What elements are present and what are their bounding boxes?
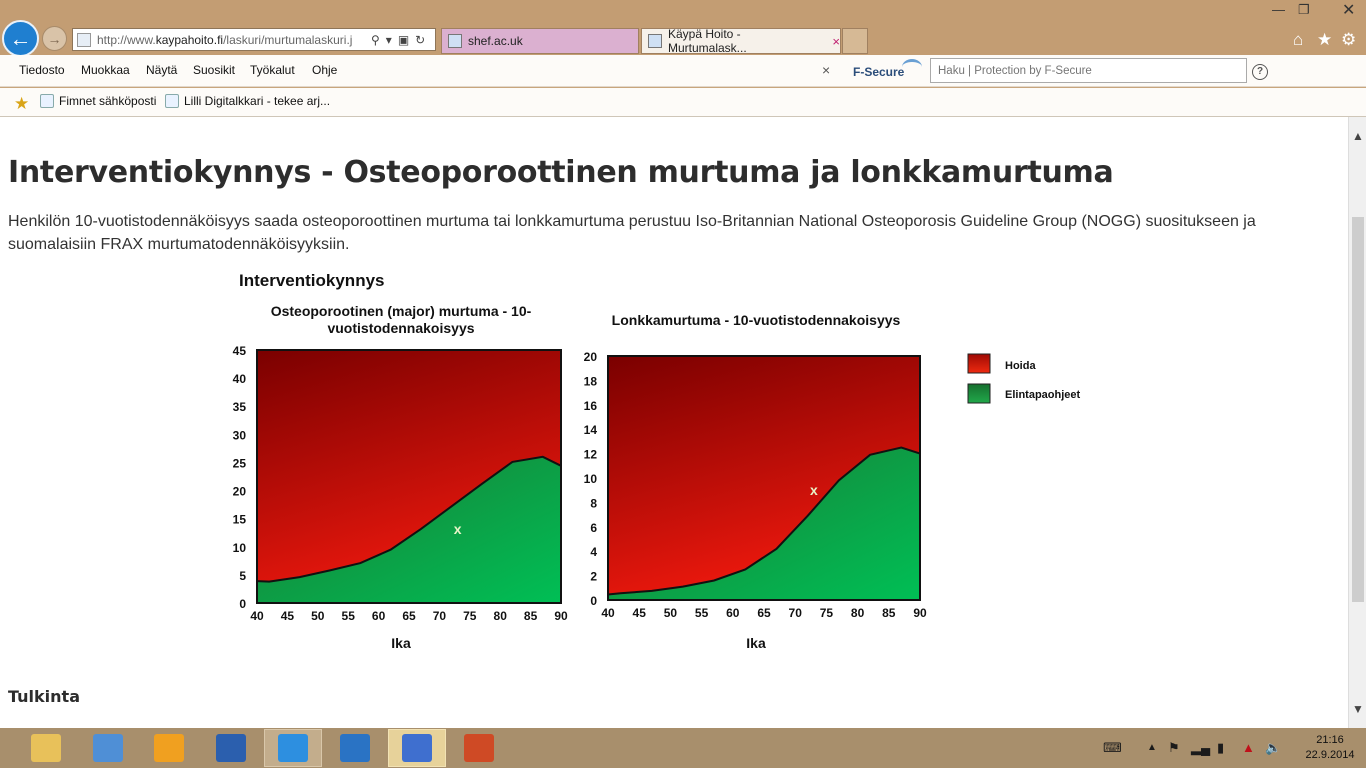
show-hidden-icons-icon[interactable]: ▲ xyxy=(1147,742,1157,753)
x-tick-label: 90 xyxy=(554,609,568,623)
x-tick-label: 85 xyxy=(523,609,538,623)
x-tick-label: 40 xyxy=(250,609,264,623)
menu-bar xyxy=(0,55,1366,87)
chart-title-line: Osteoporootinen (major) murtuma - 10- xyxy=(270,303,532,319)
favorite-link-lilli[interactable] xyxy=(165,94,330,108)
flag-icon[interactable]: ⚑ xyxy=(1168,740,1180,755)
word-icon xyxy=(216,734,246,762)
page-favicon-icon xyxy=(648,34,662,48)
x-axis-label: Ika xyxy=(746,635,766,651)
vertical-scrollbar[interactable] xyxy=(1348,117,1366,728)
powerpoint-icon xyxy=(464,734,494,762)
add-favorite-icon[interactable]: ★ xyxy=(14,94,30,113)
x-tick-label: 85 xyxy=(882,606,896,620)
y-tick-label: 14 xyxy=(583,423,597,438)
y-tick-label: 25 xyxy=(232,456,246,471)
keyboard-icon[interactable]: ⌨ xyxy=(1103,740,1122,755)
taskbar-lilli[interactable] xyxy=(140,729,198,767)
y-tick-label: 16 xyxy=(583,398,597,413)
x-tick-label: 50 xyxy=(663,606,678,620)
taskbar-file-explorer[interactable] xyxy=(17,729,75,767)
fsecure-search-input[interactable] xyxy=(930,58,1247,83)
y-tick-label: 4 xyxy=(590,545,597,560)
url-domain: kaypahoito.fi xyxy=(155,32,224,47)
taskbar-control-panel[interactable] xyxy=(79,729,137,767)
x-tick-label: 55 xyxy=(341,609,355,623)
menu-tools[interactable]: Työkalut xyxy=(250,63,295,77)
y-tick-label: 10 xyxy=(232,540,246,555)
tab-shef[interactable] xyxy=(441,28,639,54)
ie-page-icon xyxy=(40,94,54,108)
x-tick-label: 75 xyxy=(463,609,477,623)
y-tick-label: 18 xyxy=(583,374,597,389)
tab-label: Käypä Hoito - Murtumalask... xyxy=(667,27,747,55)
menu-edit[interactable]: Muokkaa xyxy=(81,63,130,77)
legend-swatch-treat xyxy=(968,354,990,373)
y-tick-label: 20 xyxy=(232,484,246,499)
ie-page-icon xyxy=(165,94,179,108)
search-icon[interactable]: ⚲ xyxy=(371,32,380,47)
favorite-link-fimnet[interactable] xyxy=(40,94,156,108)
media-player-icon xyxy=(340,734,370,762)
favorite-label: Fimnet sähköposti xyxy=(59,94,157,108)
y-tick-label: 35 xyxy=(232,400,246,415)
legend-label-treat: Hoida xyxy=(1005,360,1036,372)
y-tick-label: 20 xyxy=(583,350,597,364)
x-tick-label: 90 xyxy=(913,606,927,620)
url-prefix: http://www. xyxy=(97,32,156,47)
y-tick-label: 30 xyxy=(232,428,246,443)
scroll-thumb[interactable] xyxy=(1352,217,1364,602)
taskbar-internet-explorer[interactable] xyxy=(264,729,322,767)
y-tick-label: 15 xyxy=(232,512,246,527)
x-tick-label: 70 xyxy=(788,606,802,620)
gear-icon[interactable]: ⚙ xyxy=(1341,30,1357,49)
x-tick-label: 45 xyxy=(280,609,295,623)
fsecure-logo: F-Secure xyxy=(853,65,905,79)
lilli-icon xyxy=(154,734,184,762)
x-tick-label: 45 xyxy=(632,606,646,620)
patient-marker: x xyxy=(810,482,818,499)
volume-icon[interactable]: 🔈 xyxy=(1265,740,1282,755)
arrow-right-icon: → xyxy=(47,30,62,47)
x-tick-label: 60 xyxy=(371,609,386,623)
forward-button[interactable] xyxy=(42,26,67,51)
y-tick-label: 0 xyxy=(239,597,246,611)
scroll-down-icon[interactable]: ▼ xyxy=(1352,702,1364,716)
chart-hip-fracture xyxy=(584,312,927,651)
shield-icon xyxy=(402,734,432,762)
page-content xyxy=(0,117,1348,728)
y-tick-label: 5 xyxy=(239,568,246,583)
y-tick-label: 10 xyxy=(583,472,597,486)
y-tick-label: 0 xyxy=(590,594,597,608)
x-tick-label: 60 xyxy=(726,606,740,620)
y-tick-label: 6 xyxy=(590,520,597,535)
fsecure-wifi-icon xyxy=(902,59,922,75)
y-tick-label: 2 xyxy=(590,569,597,584)
x-axis-label: Ika xyxy=(391,635,411,651)
close-tab-icon[interactable]: × xyxy=(832,33,840,49)
page-title: Interventiokynnys - Osteoporoottinen murtuma ja lonkkamurtuma xyxy=(8,155,1114,190)
taskbar xyxy=(0,728,1366,768)
folder-icon xyxy=(31,734,61,762)
battery-icon[interactable]: ▮ xyxy=(1217,740,1225,755)
network-signal-icon[interactable]: ▂▄ xyxy=(1191,740,1211,755)
scroll-up-icon[interactable]: ▲ xyxy=(1352,129,1364,143)
internet-explorer-icon xyxy=(278,734,308,762)
favorite-label: Lilli Digitalkkari - tekee arj... xyxy=(184,94,331,108)
acrobat-icon[interactable]: ▲ xyxy=(1242,740,1255,755)
x-tick-label: 75 xyxy=(819,606,834,620)
tab-label: shef.ac.uk xyxy=(468,34,523,48)
x-tick-label: 80 xyxy=(493,609,507,623)
favorites-star-icon[interactable]: ★ xyxy=(1317,30,1333,49)
x-tick-label: 40 xyxy=(601,606,615,620)
chart-osteoporotic-fracture xyxy=(233,303,568,651)
patient-marker: x xyxy=(453,520,462,537)
restore-button[interactable]: ❐ xyxy=(1298,2,1310,17)
clock-time: 21:16 xyxy=(1316,734,1344,746)
browser-chrome xyxy=(0,0,1366,117)
legend xyxy=(968,354,1081,403)
y-tick-label: 8 xyxy=(590,496,597,511)
menu-help[interactable]: Ohje xyxy=(312,63,338,77)
page-description: Henkilön 10-vuotistodennäköisyys saada osteoporoottinen murtuma tai lonkkamurtuma perustuu Iso-Britannian National Osteoporosis Guideline Group (NOGG) suositukseen ja suomalaisiin FRAX murtumatodennäköisyyksiin. xyxy=(8,213,1256,253)
minimize-button[interactable]: — xyxy=(1272,2,1285,17)
x-tick-label: 65 xyxy=(402,609,416,623)
close-window-button[interactable]: ✕ xyxy=(1342,2,1356,19)
address-bar[interactable] xyxy=(72,28,436,51)
menu-file[interactable]: Tiedosto xyxy=(19,63,65,77)
dropdown-icon[interactable]: ▾ xyxy=(385,32,392,47)
refresh-icon[interactable]: ↻ xyxy=(415,32,426,47)
back-button[interactable] xyxy=(2,20,39,57)
y-tick-label: 12 xyxy=(583,447,597,462)
tab-kaypa-hoito[interactable] xyxy=(641,28,841,54)
x-tick-label: 55 xyxy=(694,606,709,620)
taskbar-word[interactable] xyxy=(202,729,260,767)
control-panel-icon xyxy=(93,734,123,762)
address-url[interactable] xyxy=(97,33,365,47)
shield-favicon-icon xyxy=(448,34,462,48)
y-tick-label: 40 xyxy=(232,372,246,387)
menu-favorites[interactable]: Suosikit xyxy=(193,63,236,77)
legend-label-lifestyle: Elintapaohjeet xyxy=(1005,389,1081,401)
chart-title-line: Lonkkamurtuma - 10-vuotistodennakoisyys xyxy=(611,312,901,328)
favorites-bar xyxy=(0,88,1366,117)
chart-title-line: vuotistodennakoisyys xyxy=(327,320,475,336)
lock-icon: ▣ xyxy=(397,32,410,47)
url-path: /laskuri/murtumalaskuri.j xyxy=(223,32,353,47)
x-tick-label: 70 xyxy=(432,609,447,623)
menu-view[interactable]: Näytä xyxy=(146,63,178,77)
taskbar-media-player[interactable] xyxy=(326,729,384,767)
y-tick-label: 45 xyxy=(232,344,246,358)
figure-title: Interventiokynnys xyxy=(239,271,385,290)
legend-swatch-lifestyle xyxy=(968,384,990,403)
x-tick-label: 65 xyxy=(757,606,771,620)
x-tick-label: 80 xyxy=(850,606,865,620)
section-title: Tulkinta xyxy=(8,687,80,706)
arrow-left-icon: ← xyxy=(9,25,32,51)
home-icon[interactable]: ⌂ xyxy=(1293,30,1304,49)
clock-date: 22.9.2014 xyxy=(1305,749,1355,761)
taskbar-security[interactable] xyxy=(388,729,446,767)
taskbar-powerpoint[interactable] xyxy=(450,729,508,767)
site-favicon-icon xyxy=(77,33,91,47)
help-icon[interactable]: ? xyxy=(1252,64,1268,80)
intervention-threshold-figure xyxy=(0,117,1348,728)
system-clock[interactable] xyxy=(1300,733,1360,763)
x-tick-label: 50 xyxy=(311,609,325,623)
new-tab-button[interactable] xyxy=(842,28,868,54)
fsecure-close-button[interactable]: × xyxy=(822,62,831,78)
